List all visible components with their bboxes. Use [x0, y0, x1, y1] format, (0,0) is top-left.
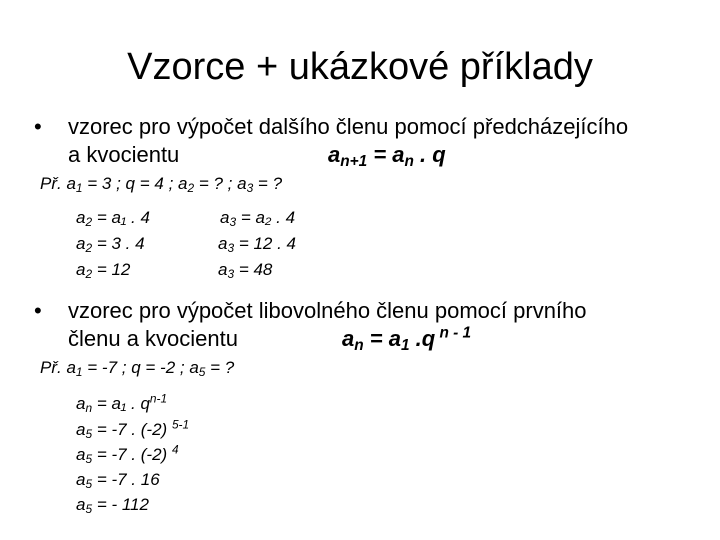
- slide-title: Vzorce + ukázkové příklady: [127, 46, 593, 88]
- step-2-line-3-rhs: -7 . (-2): [111, 445, 168, 464]
- example-1-unknown-a3: ?: [272, 174, 283, 193]
- step-2-line-3: $a_5 = -7$ . (-2) $^4$: [76, 442, 179, 466]
- step-1-right-2: $a_3 = 12$ . 4: [218, 234, 297, 255]
- step-2-line-2: $a_5 = -7$ . (-2) $^{5-1}$: [76, 417, 190, 441]
- example-1-a1-value: 3: [101, 174, 112, 193]
- example-1-prefix: Př.: [40, 174, 62, 193]
- step-2-line-1: $a_n = a_1$ . $q^{n-1}$: [76, 391, 168, 415]
- step-1-left-1-rhs: a₁ . 4: [111, 208, 150, 227]
- step-2-line-3-exponent: 4: [171, 442, 179, 457]
- step-2-line-5-rhs: - 112: [111, 495, 149, 514]
- example-2-prefix: Př.: [40, 358, 62, 377]
- step-2-line-4: $a_5 = -7$ . 16: [76, 470, 160, 491]
- example-2: Př. $a_1 = -7$ ; q = -2 ; $a_5$ = ?: [40, 358, 235, 379]
- example-2-unknown-a5: ?: [224, 358, 235, 377]
- step-1-right-3-rhs: 48: [253, 260, 273, 279]
- example-1-unknown-a2: ?: [213, 174, 223, 193]
- example-2-a1-value: -7: [101, 358, 118, 377]
- bullet-1-line-1: vzorec pro výpočet dalšího členu pomocí předcházejícího: [68, 114, 629, 139]
- example-2-q-value: -2: [160, 358, 176, 377]
- step-1-left-2-rhs: 3 . 4: [111, 234, 145, 253]
- step-2-line-1-rhs: a₁ . q: [111, 394, 150, 413]
- step-1-right-3: $a_3 = 48$: [218, 260, 273, 281]
- formula-recursive: $a_{n+1} = a_n$ . q: [328, 142, 446, 170]
- step-2-line-5: $a_5$ = - 112: [76, 495, 149, 516]
- step-2-line-2-rhs: -7 . (-2): [111, 420, 168, 439]
- step-1-left-1: $a_2 = a_1$ . 4: [76, 208, 150, 229]
- step-1-left-3-rhs: 12: [111, 260, 131, 279]
- step-2-line-2-exponent: 5-1: [171, 417, 190, 432]
- bullet-2-line-1: vzorec pro výpočet libovolného členu pomocí prvního: [68, 298, 587, 323]
- example-1: Př. $a_1 = 3$ ; q = 4 ; $a_2$ = ? ; $a_3$ = ?: [40, 174, 283, 195]
- step-1-left-2: $a_2 = 3$ . 4: [76, 234, 145, 255]
- bullet-1-line-2: a kvocientu: [68, 142, 180, 167]
- step-2-line-4-rhs: -7 . 16: [111, 470, 160, 489]
- step-1-right-1: $a_3 = a_2$ . 4: [220, 208, 296, 229]
- step-1-right-1-rhs: a₂ . 4: [255, 208, 296, 227]
- step-2-line-1-exponent: n-1: [149, 391, 168, 406]
- bullet-point-2: •: [34, 298, 42, 323]
- example-1-q-value: 4: [154, 174, 164, 193]
- formula-general: $a_n = a_1$ .q $^{n - 1}$: [342, 324, 472, 354]
- step-1-right-2-rhs: 12 . 4: [253, 234, 297, 253]
- step-1-left-3: $a_2 = 12$: [76, 260, 131, 281]
- bullet-2-line-2: členu a kvocientu: [68, 326, 238, 351]
- bullet-point-1: •: [34, 114, 42, 139]
